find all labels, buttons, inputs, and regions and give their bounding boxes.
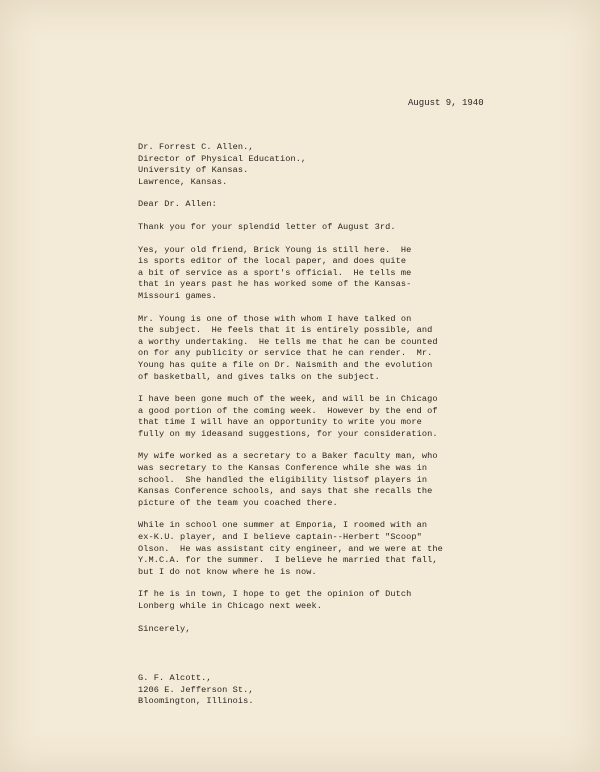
letter-date: August 9, 1940 bbox=[408, 98, 484, 108]
paragraph-1: Thank you for your splendid letter of August 3rd. bbox=[138, 221, 396, 232]
sender-line: G. F. Alcott., bbox=[138, 673, 212, 684]
closing: Sincerely, bbox=[138, 623, 191, 634]
paragraph-2: Yes, your old friend, Brick Young is still here. He is sports editor of the local paper, and does quite a bit of service as a sport's official. He tells me that in years past he has worked some of the Kansas- Missouri games. bbox=[138, 244, 412, 301]
sender-line: Bloomington, Illinois. bbox=[138, 696, 254, 707]
paragraph-3: Mr. Young is one of those with whom I have talked on the subject. He feels that it is entirely possible, and a worthy undertaking. He tells me that he can be counted on for any publicity or service that he can render. Mr. Young has quite a file on Dr. Naismith and the evolution of basketball, and gives talks on the subject. bbox=[138, 313, 438, 382]
salutation: Dear Dr. Allen: bbox=[138, 199, 217, 210]
sender-address bbox=[138, 673, 578, 708]
paragraph-7: If he is in town, I hope to get the opinion of Dutch Lonberg while in Chicago next week. bbox=[138, 589, 412, 611]
sender-line: 1206 E. Jefferson St., bbox=[138, 684, 254, 695]
letter-body bbox=[138, 96, 578, 719]
recipient-line: Director of Physical Education., bbox=[138, 153, 307, 164]
recipient-line: Lawrence, Kansas. bbox=[138, 176, 228, 187]
paragraph-5: My wife worked as a secretary to a Baker faculty man, who was secretary to the Kansas Conference while she was in school. She handled the eligibility listsof players in Kansas Conference schools, and says that she recalls the picture of the team you coached there. bbox=[138, 451, 438, 508]
recipient-line: University of Kansas. bbox=[138, 165, 249, 176]
paragraph-4: I have been gone much of the week, and will be in Chicago a good portion of the coming week. However by the end of that time I will have an opportunity to write you more fully on my ideasand suggestions, for your consideration. bbox=[138, 394, 438, 439]
recipient-line: Dr. Forrest C. Allen., bbox=[138, 142, 254, 152]
recipient-address bbox=[138, 142, 578, 188]
paragraph-6: While in school one summer at Emporia, I roomed with an ex-K.U. player, and I believe captain--Herbert "Scoop" Olson. He was assistant city engineer, and we were at the Y.M.C.A. for the summer. I believe he married that fall, but I do not know where he is now. bbox=[138, 520, 443, 577]
